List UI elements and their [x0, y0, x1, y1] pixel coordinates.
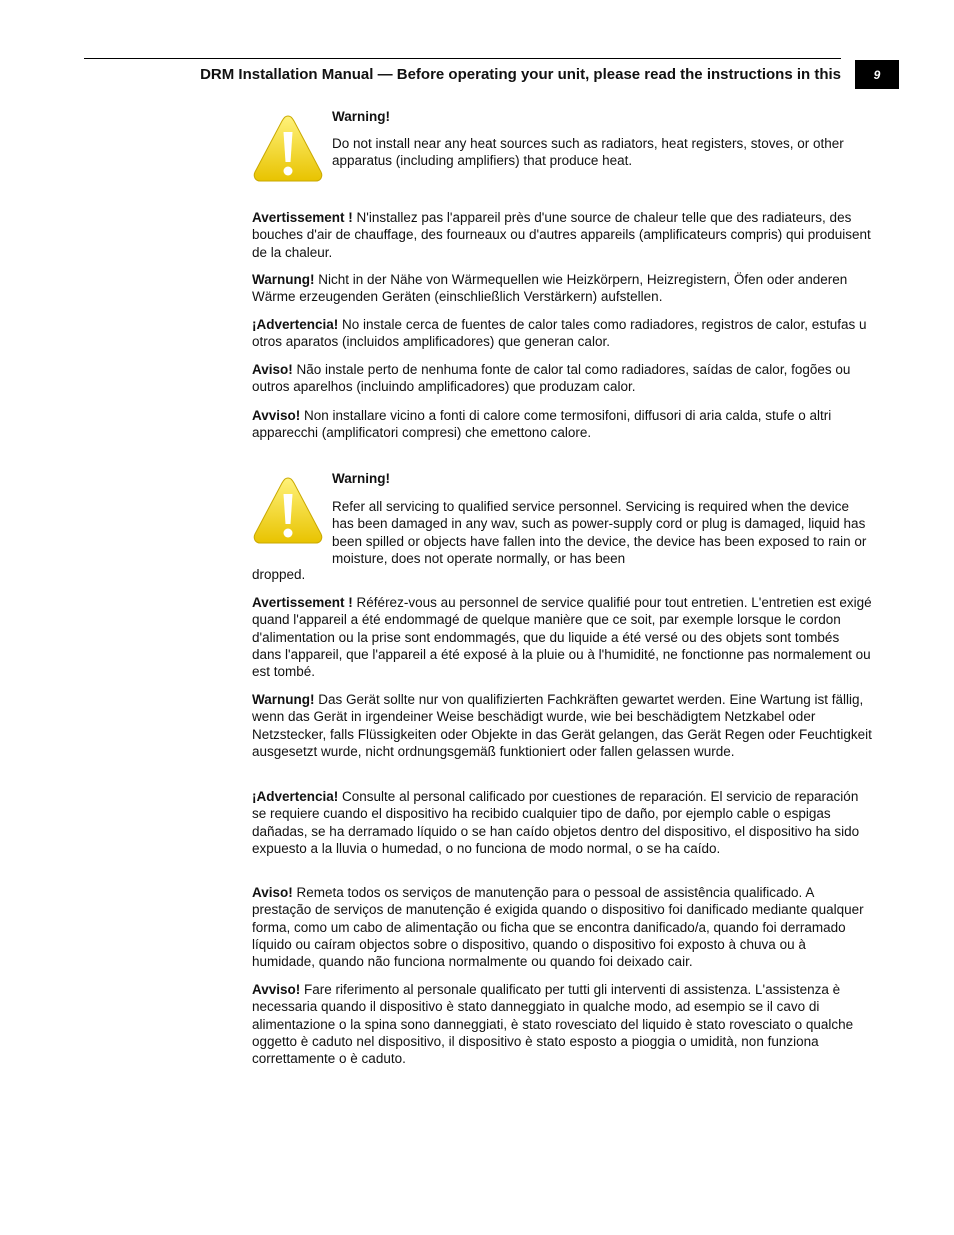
translation-label: Avviso! — [252, 982, 301, 997]
translation-text: Das Gerät sollte nur von qualifizierten Fachkräften gewartet werden. Eine Wartung ist fällig, wenn das Gerät in irgendeiner Weise beschädigt wurde, wie bei beschädigtem Netzkabel oder Netzstecker, falls Flüssigkeiten oder Objekte in das Gerät gelangen, das Gerät Regen oder Feuchtigkeit ausgesetzt wurde, nicht ordnungsgemäß funktioniert oder fallen gelassen wurde. — [252, 692, 872, 759]
translation-label: Aviso! — [252, 885, 293, 900]
warning-triangle-icon — [252, 112, 324, 184]
translation-spanish — [252, 316, 872, 351]
translation-label: Avertissement ! — [252, 210, 353, 225]
page-number: 9 — [855, 60, 899, 89]
warning-heading: Warning! — [332, 109, 390, 124]
translation-text: Fare riferimento al personale qualificato per tutti gli interventi di assistenza. L'assistenza è necessaria quando il dispositivo è stato danneggiato in qualche modo, ad esempio se il cavo di alimentazione o la spina sono danneggiati, è stato rovesciato del liquido è stato rovesciato o qualche oggetto è caduto nel dispositivo, il dispositivo è stato esposto a pioggia o umidità, non funziona correttamente o è caduto. — [252, 982, 854, 1067]
warning-body: Refer all servicing to qualified service personnel. Servicing is required when the device has been damaged in any wav, such as power-supply cord or plug is damaged, liquid has been spilled or objects have fallen into the device, the device has been exposed to rain or moisture, does not operate normally, or has been — [332, 499, 867, 566]
translation-french — [252, 594, 872, 680]
page-header-title: DRM Installation Manual — Before operating your unit, please read the instructions in this — [200, 66, 841, 83]
translation-label: ¡Advertencia! — [252, 789, 339, 804]
translation-text: Remeta todos os serviços de manutenção para o pessoal de assistência qualificado. A prestação de serviços de manutenção é exigida quando o dispositivo foi danificado mediante qualquer forma, como um cabo de alimentação ou ficha que se encontra danificado/a, quando foi derramado líquido ou caíram objectos sobre o dispositivo, quando o dispositivo foi exposto à chuva ou à humidade, quando não funciona normalmente ou quando foi deixado cair. — [252, 885, 864, 970]
translation-portuguese — [252, 361, 872, 396]
translation-text: Non installare vicino a fonti di calore come termosifoni, diffusori di aria calda, stufe o altri apparecchi (amplificatori compresi) che emettono calore. — [252, 408, 832, 441]
warning-body-tail: dropped. — [252, 567, 306, 582]
translation-text: No instale cerca de fuentes de calor tales como radiadores, registros de calor, estufas u otros aparatos (incluidos amplificadores) que generan calor. — [252, 317, 867, 350]
translation-label: Avertissement ! — [252, 595, 353, 610]
translation-label: ¡Advertencia! — [252, 317, 339, 332]
translation-german — [252, 691, 872, 760]
translation-french — [252, 209, 872, 261]
warning-body: Do not install near any heat sources such as radiators, heat registers, stoves, or other apparatus (including amplifiers) that produce heat. — [332, 136, 844, 169]
translation-italian — [252, 407, 872, 442]
translation-text: Não instale perto de nenhuma fonte de calor tal como radiadores, saídas de calor, fogões ou outros aparelhos (incluindo amplificadores) que produzam calor. — [252, 362, 851, 395]
translation-label: Aviso! — [252, 362, 293, 377]
header-rule — [84, 58, 841, 59]
warning-triangle-icon — [252, 474, 324, 546]
translation-label: Warnung! — [252, 272, 315, 287]
translation-german — [252, 271, 872, 306]
translation-text: Nicht in der Nähe von Wärmequellen wie Heizkörpern, Heizregistern, Öfen oder anderen Wärme erzeugenden Geräten (einschließlich Verstärkern) aufstellen. — [252, 272, 848, 305]
translation-text: Référez-vous au personnel de service qualifié pour tout entretien. L'entretien est exigé quand l'appareil a été endommagé de quelque manière que ce soit, par exemple lorsque le cordon d'alimentation ou la prise sont endommagés, que du liquide a été versé ou des objets sont tombés dans l'appareil, que l'appareil a été exposé à la pluie ou à l'humidité, ne fonctionne pas normalement ou est tombé. — [252, 595, 872, 680]
translation-text: Consulte al personal calificado por cuestiones de reparación. El servicio de reparación se requiere cuando el dispositivo ha recibido cualquier tipo de daño, por ejemplo cable o espigas dañadas, se ha derramado líquido o se han caído objetos dentro del dispositivo, el dispositivo ha sido expuesto a la lluvia o humedad, o no funciona de modo normal, o se ha caído. — [252, 789, 860, 856]
warning-heading: Warning! — [332, 471, 390, 486]
translation-italian — [252, 981, 872, 1067]
translation-text: N'installez pas l'appareil près d'une source de chaleur telle que des radiateurs, des bouches d'air de chauffage, des fourneaux ou d'autres appareils (amplificateurs compris) qui produisent de la chaleur. — [252, 210, 871, 260]
translation-spanish — [252, 788, 872, 857]
translation-label: Avviso! — [252, 408, 301, 423]
translation-portuguese — [252, 884, 872, 970]
translation-label: Warnung! — [252, 692, 315, 707]
